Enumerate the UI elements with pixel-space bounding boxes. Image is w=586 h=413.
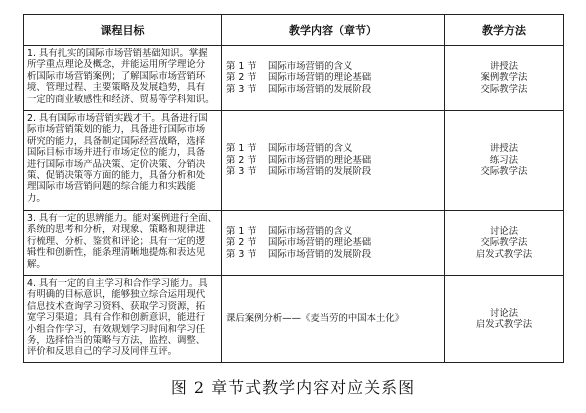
teaching-method-cell [445, 211, 564, 276]
goal-line: 系统的思考和分析，对现象、策略和规律进 [27, 224, 206, 236]
goal-line: 进行国际市场产品决策、定价决策、分销决 [27, 158, 206, 170]
goal-line: 解。 [27, 258, 46, 270]
course-mapping-table [23, 14, 564, 363]
section-title: 国际市场营销的发展阶段 [268, 166, 372, 178]
section-number: 第 3 节 [226, 83, 257, 95]
section-item [226, 166, 440, 177]
case-study-item: 课后案例分析——《麦当劳的中国本土化》 [226, 313, 405, 325]
method-item: 启发式教学法 [475, 248, 533, 260]
section-number: 第 2 节 [226, 154, 257, 166]
goal-line: 一定的商业敏感性和经济、贸易等学科知识。 [27, 93, 215, 105]
table-row [24, 211, 564, 276]
section-title: 国际市场营销的发展阶段 [268, 248, 372, 260]
section-number: 第 2 节 [226, 72, 257, 84]
section-item [226, 226, 440, 237]
method-item: 案例教学法 [480, 72, 528, 84]
method-item: 讲授法 [489, 143, 519, 155]
goal-line: 评价和反思自己的学习及同伴互评。 [27, 346, 178, 358]
method-item: 交际教学法 [480, 237, 528, 249]
goal-line: 理国际市场营销问题的综合能力和实践能 [27, 181, 196, 193]
section-item [226, 61, 440, 72]
section-title: 国际市场营销的理论基础 [268, 237, 372, 249]
course-goal-cell [24, 211, 222, 276]
section-title: 国际市场营销的理论基础 [268, 154, 372, 166]
section-number: 第 1 节 [226, 225, 257, 237]
goal-line: 务，选择恰当的策略与方法，监控、调整、 [27, 335, 206, 347]
course-goal-cell [24, 46, 222, 111]
goal-line: 小组合作学习，有效规划学习时间和学习任 [27, 323, 206, 335]
section-number: 第 3 节 [226, 166, 257, 178]
header-teaching-method: 教学方法 [445, 15, 564, 46]
section-number: 第 3 节 [226, 248, 257, 260]
section-title: 国际市场营销的发展阶段 [268, 83, 372, 95]
goal-line: 际市场营销策划的能力，具备进行国际市场 [27, 124, 206, 136]
goal-line: 所学重点理论及概念，并能运用所学理论分 [27, 59, 206, 71]
goal-line: 境、管理过程、主要策略及发展趋势，具有 [27, 82, 206, 94]
goal-line: 有明确的目标意识，能够独立综合运用现代 [27, 289, 206, 301]
teaching-content-cell [222, 46, 445, 111]
header-course-goal: 课程目标 [24, 15, 222, 46]
goal-line: 宽学习渠道；具有合作和创新意识，能进行 [27, 312, 206, 324]
teaching-method-cell [445, 276, 564, 363]
header-teaching-content: 教学内容（章节） [222, 15, 445, 46]
section-title: 国际市场营销的含义 [268, 60, 353, 72]
course-goal-cell [24, 276, 222, 363]
goal-line: 研究的能力，具备制定国际经营战略，选择 [27, 135, 206, 147]
method-item: 讨论法 [489, 307, 519, 319]
table-row [24, 46, 564, 111]
teaching-content-cell [222, 276, 445, 363]
method-item: 交际教学法 [480, 166, 528, 178]
section-title: 国际市场营销的含义 [268, 225, 353, 237]
course-goal-cell [24, 111, 222, 211]
goal-line: 国际目标市场并进行市场定位的能力，具备 [27, 147, 206, 159]
teaching-content-cell [222, 211, 445, 276]
section-item [226, 249, 440, 260]
table-row [24, 276, 564, 363]
goal-line: 3. 具有一定的思辨能力。能对案例进行全面、 [27, 213, 218, 224]
method-item: 讨论法 [489, 225, 519, 237]
goal-line: 策、促销决策等方面的能力，具备分析和处 [27, 170, 206, 182]
goal-line: 4. 具有一定的自主学习和合作学习能力。具 [27, 278, 208, 289]
section-item [226, 84, 440, 95]
section-title: 国际市场营销的含义 [268, 143, 353, 155]
goal-line: 2. 具有国际市场营销实践才干。具备进行国 [27, 113, 208, 124]
goal-line: 析国际市场营销案例；了解国际市场营销环 [27, 70, 206, 82]
section-title: 国际市场营销的理论基础 [268, 72, 372, 84]
method-item: 启发式教学法 [475, 319, 533, 330]
method-item: 练习法 [489, 154, 519, 166]
section-number: 第 1 节 [226, 60, 257, 72]
goal-line: 行梳理、分析、鉴赏和评论；具有一定的逻 [27, 235, 206, 247]
table-header-row [24, 15, 564, 46]
goal-line: 信息技术查询学习资料、获取学习资源，拓 [27, 300, 206, 312]
method-item: 讲授法 [489, 60, 519, 72]
section-item [226, 72, 440, 83]
method-item: 交际教学法 [480, 83, 528, 95]
goal-line: 辑性和创新性，能条理清晰地提炼和表达见 [27, 247, 206, 259]
section-number: 第 1 节 [226, 143, 257, 155]
section-item [226, 237, 440, 248]
section-item [226, 143, 440, 154]
goal-line: 1. 具有扎实的国际市场营销基础知识。掌握 [27, 48, 208, 59]
section-item [226, 155, 440, 166]
teaching-method-cell [445, 46, 564, 111]
goal-line: 力。 [27, 192, 46, 204]
teaching-content-cell [222, 111, 445, 211]
teaching-method-cell [445, 111, 564, 211]
section-number: 第 2 节 [226, 237, 257, 249]
figure-caption: 图 2 章节式教学内容对应关系图 [170, 378, 416, 397]
table-row [24, 111, 564, 211]
